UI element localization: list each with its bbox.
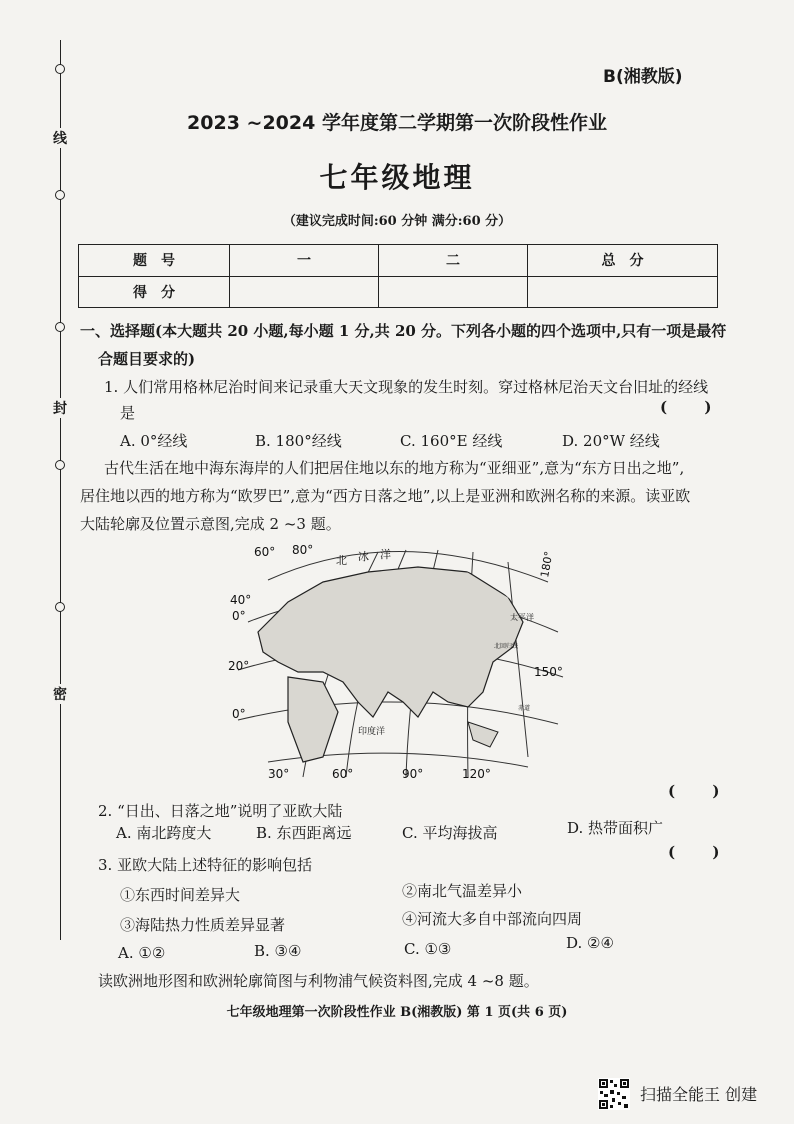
option-c: C. 160°E 经线 bbox=[400, 432, 503, 450]
time-and-score-note: （建议完成时间:60 分钟 满分:60 分） bbox=[282, 214, 512, 229]
table-header-cell: 得 分 bbox=[79, 276, 230, 308]
score-table bbox=[78, 244, 718, 308]
scanner-watermark: 扫描全能王 创建 bbox=[640, 1085, 758, 1104]
score-input-cell[interactable] bbox=[528, 276, 718, 308]
map-label: 冰 bbox=[358, 550, 369, 563]
map-label: 洋 bbox=[380, 548, 391, 561]
map-label: 30° bbox=[268, 767, 290, 781]
map-label: 太平洋 bbox=[510, 613, 534, 622]
statement-2: ②南北气温差异小 bbox=[402, 882, 523, 900]
table-header-cell: 题 号 bbox=[79, 245, 230, 277]
map-label: 40° bbox=[230, 593, 252, 607]
binding-char-feng: 封 bbox=[50, 398, 70, 418]
question-2-stem: 2. “日出、日落之地”说明了亚欧大陆 bbox=[98, 802, 343, 820]
edition-label: B(湘教版) bbox=[603, 67, 683, 87]
map-label: 60° bbox=[254, 545, 276, 559]
answer-blank[interactable]: ( ) bbox=[668, 843, 736, 861]
option-d: D. 20°W 经线 bbox=[562, 432, 660, 450]
landmass bbox=[258, 567, 523, 762]
score-input-cell[interactable] bbox=[230, 276, 379, 308]
question-1-stem: 1. 人们常用格林尼治时间来记录重大天文现象的发生时刻。穿过格林尼治天文台旧址的经线 bbox=[104, 378, 709, 396]
qr-code-icon bbox=[598, 1078, 630, 1110]
map-label: 90° bbox=[402, 767, 424, 781]
binding-circle bbox=[55, 460, 65, 470]
binding-circle bbox=[55, 64, 65, 74]
answer-blank[interactable]: ( ) bbox=[660, 398, 728, 416]
statement-3: ③海陆热力性质差异显著 bbox=[120, 916, 286, 934]
question-1-stem-cont: 是 bbox=[120, 404, 136, 422]
exam-title: 2023 ~2024 学年度第二学期第一次阶段性作业 bbox=[187, 112, 607, 134]
score-input-cell[interactable] bbox=[379, 276, 528, 308]
option-c: C. 平均海拔高 bbox=[402, 824, 498, 842]
binding-char-mi: 密 bbox=[50, 684, 70, 704]
table-header-cell: 总 分 bbox=[528, 245, 718, 277]
passage-line: 古代生活在地中海东海岸的人们把居住地以东的地方称为“亚细亚”,意为“东方日出之地”, bbox=[104, 459, 685, 477]
option-a: A. 南北跨度大 bbox=[116, 824, 212, 842]
map-label: 赤道 bbox=[518, 705, 531, 712]
page-footer: 七年级地理第一次阶段性作业 B(湘教版) 第 1 页(共 6 页) bbox=[226, 1005, 568, 1020]
option-a: A. ①② bbox=[118, 944, 166, 962]
option-d: D. 热带面积广 bbox=[567, 819, 664, 837]
map-label: 北回归线 bbox=[494, 643, 519, 650]
map-label: 120° bbox=[462, 767, 491, 781]
binding-circle bbox=[55, 602, 65, 612]
map-label: 北 bbox=[336, 554, 347, 567]
map-label: 150° bbox=[534, 665, 563, 679]
binding-char-xian: 线 bbox=[50, 128, 70, 148]
subject-title: 七年级地理 bbox=[319, 161, 475, 194]
option-b: B. 东西距离远 bbox=[256, 824, 352, 842]
question-3-stem: 3. 亚欧大陆上述特征的影响包括 bbox=[98, 856, 313, 874]
option-b: B. ③④ bbox=[254, 942, 302, 960]
option-c: C. ①③ bbox=[404, 940, 452, 958]
option-b: B. 180°经线 bbox=[255, 432, 342, 450]
map-label: 0° bbox=[232, 609, 246, 623]
map-label: 印度洋 bbox=[358, 727, 386, 737]
table-header-cell: 二 bbox=[379, 245, 528, 277]
instruction-text: 读欧洲地形图和欧洲轮廓简图与利物浦气候资料图,完成 4 ~8 题。 bbox=[98, 972, 539, 990]
passage-line: 居住地以西的地方称为“欧罗巴”,意为“西方日落之地”,以上是亚洲和欧洲名称的来源。读亚欧 bbox=[80, 487, 691, 505]
table-row bbox=[79, 245, 718, 277]
map-label: 0° bbox=[232, 707, 246, 721]
statement-4: ④河流大多自中部流向四周 bbox=[402, 910, 583, 928]
section-heading: 一、选择题(本大题共 20 小题,每小题 1 分,共 20 分。下列各小题的四个选项中,只有一项是最符 bbox=[80, 322, 727, 340]
map-label: 20° bbox=[228, 659, 250, 673]
map-label: 60° bbox=[332, 767, 354, 781]
eurasia-map bbox=[228, 542, 568, 782]
option-d: D. ②④ bbox=[566, 934, 614, 952]
binding-circle bbox=[55, 322, 65, 332]
statement-1: ①东西时间差异大 bbox=[120, 886, 241, 904]
answer-blank[interactable]: ( ) bbox=[668, 782, 736, 800]
table-row bbox=[79, 276, 718, 308]
map-label: 180° bbox=[538, 550, 556, 579]
table-header-cell: 一 bbox=[230, 245, 379, 277]
section-heading-cont: 合题目要求的) bbox=[98, 350, 196, 368]
map-label: 80° bbox=[292, 543, 314, 557]
option-a: A. 0°经线 bbox=[120, 432, 188, 450]
passage-line: 大陆轮廓及位置示意图,完成 2 ~3 题。 bbox=[80, 515, 341, 533]
